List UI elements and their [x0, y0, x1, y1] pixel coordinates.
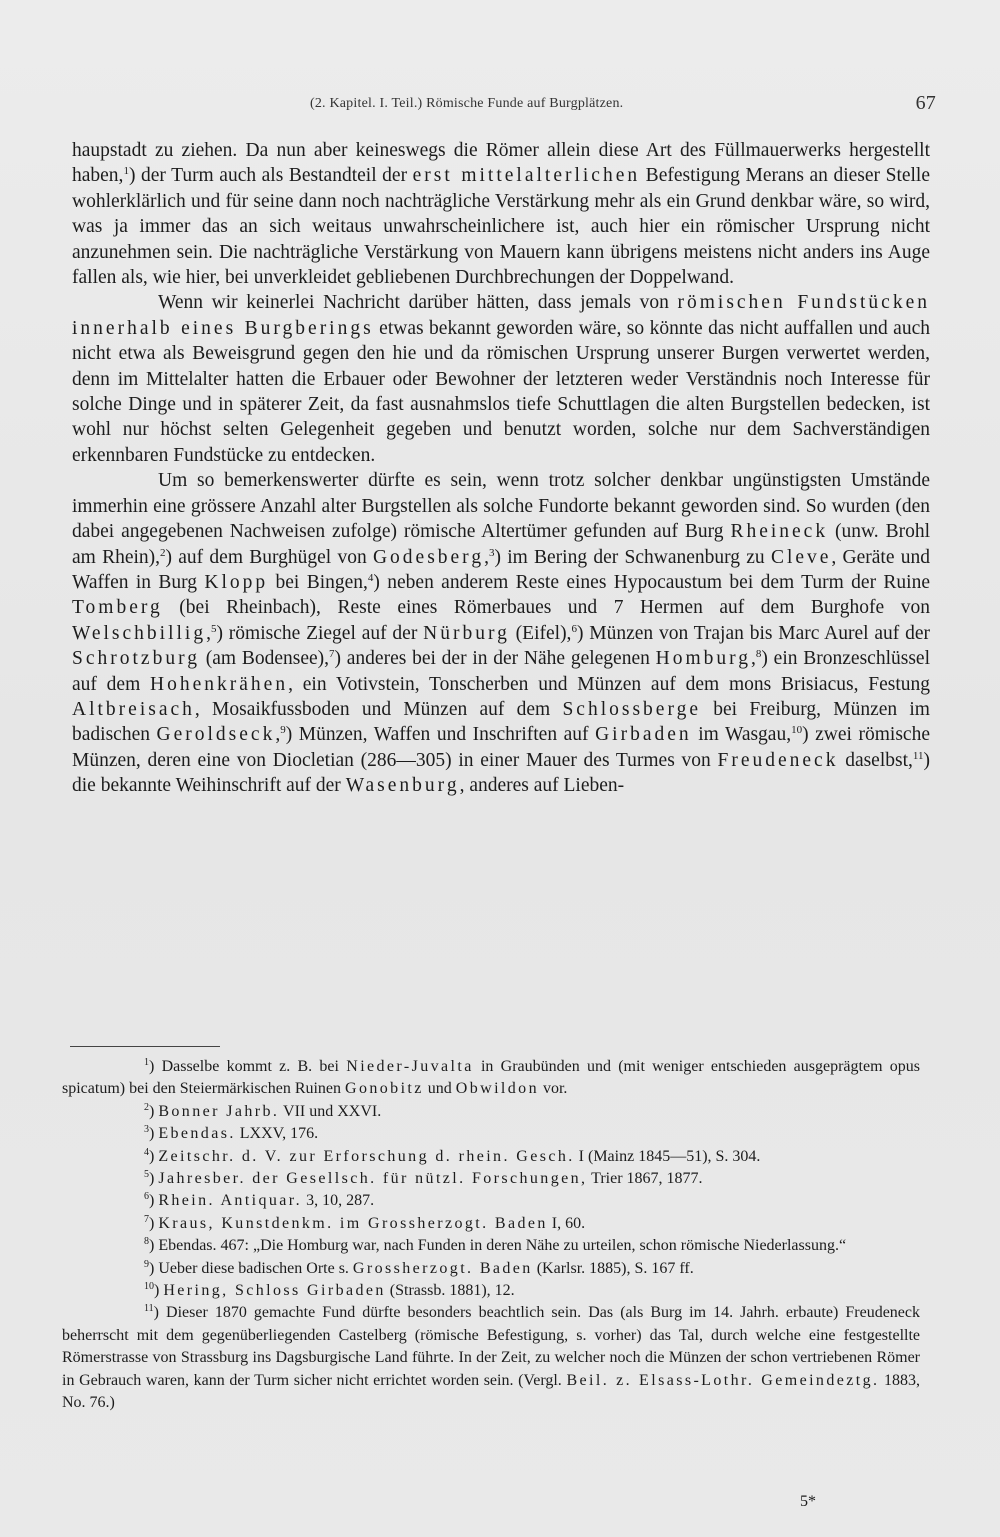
footnote-ref: 1 — [123, 165, 129, 178]
paragraph — [72, 138, 930, 290]
footnote-ref: 5 — [144, 1169, 149, 1181]
spaced-emphasis: Tomberg — [72, 597, 163, 619]
spaced-emphasis: Girbaden — [595, 724, 692, 746]
text-run: Trier 1867, 1877. — [587, 1170, 703, 1188]
spaced-emphasis: Schlossberge — [562, 698, 701, 720]
footnote-ref: 4 — [367, 571, 374, 584]
footnote — [62, 1302, 920, 1414]
text-run: ) Dasselbe kommt z. B. bei — [149, 1058, 347, 1075]
footnote-ref: 9 — [144, 1258, 149, 1270]
text-run: im Wasgau, — [691, 724, 792, 746]
text-run: ) der Turm auch als Bestandteil der — [128, 165, 413, 187]
running-header — [310, 92, 950, 116]
footnote-ref: 1 — [144, 1057, 149, 1068]
text-run: VII und XXVI. — [279, 1102, 382, 1120]
footnote — [62, 1235, 920, 1257]
spaced-emphasis: Wasenburg — [345, 775, 460, 797]
text-run: ) zwei römische Münzen, deren eine von Diocletian (286—305) in einer Mauer des Turmes von — [72, 724, 930, 771]
text-run: (Eifel), — [509, 622, 572, 644]
text-run: I (Mainz 1845—51), S. 304. — [574, 1147, 761, 1165]
text-run: (Strassb. 1881), 12. — [385, 1282, 515, 1300]
text-run: , — [484, 546, 489, 568]
text-run: I, 60. — [547, 1214, 586, 1232]
text-run: (unw. Brohl am Rhein), — [72, 521, 931, 568]
footnote-ref: 3 — [488, 546, 495, 559]
text-run: ) Ebendas. 467: „Die Homburg war, nach Funden in deren Nähe zu urteilen, schon römische Niederlassung.“ — [149, 1237, 847, 1255]
footnote-ref: 8 — [144, 1236, 149, 1248]
spaced-emphasis: Ebendas. — [158, 1125, 236, 1143]
spaced-emphasis: Freudeneck — [717, 749, 839, 771]
page-number: 67 — [915, 92, 936, 114]
footnote-ref: 5 — [210, 622, 217, 635]
spaced-emphasis: erst mittelalterlichen — [412, 165, 641, 187]
text-run: LXXV, 176. — [235, 1125, 319, 1143]
footnotes — [62, 1056, 920, 1415]
spaced-emphasis: Rheineck — [730, 521, 829, 543]
text-run: ) ein Bronzeschlüssel auf dem — [72, 648, 930, 695]
spaced-emphasis: Rhein. Antiquar. — [158, 1192, 303, 1210]
footnote-ref: 7 — [329, 648, 335, 661]
spaced-emphasis: Schrotzburg — [72, 648, 200, 670]
footnote-ref: 10 — [791, 724, 803, 737]
footnote-ref: 3 — [144, 1124, 149, 1136]
spaced-emphasis: Klopp — [204, 571, 269, 593]
text-run: ) — [149, 1125, 159, 1143]
footnote — [62, 1101, 920, 1123]
footnote-ref: 10 — [144, 1281, 154, 1293]
footnote-ref: 4 — [144, 1146, 149, 1158]
paragraph — [72, 468, 930, 798]
spaced-emphasis: Obwildon — [455, 1080, 539, 1098]
footnote-ref: 6 — [571, 622, 577, 635]
footnote-ref: 2 — [144, 1101, 149, 1113]
footnote-ref: 7 — [144, 1213, 149, 1225]
text-run: ) neben anderem Reste eines Hypocaustum bei dem Turm der Ruine — [373, 571, 931, 593]
spaced-emphasis: Grossherzogt. Baden — [352, 1259, 533, 1277]
text-run: bei Freiburg, Münzen im badischen — [72, 698, 930, 746]
footnote — [62, 1258, 920, 1280]
text-run: , — [751, 648, 756, 670]
text-run: ) auf dem Burghügel von — [165, 546, 373, 568]
footnote-ref: 11 — [144, 1303, 154, 1315]
text-run: (bei Rheinbach), Reste eines Römerbaues und 7 Hermen auf dem Burghofe von — [162, 597, 930, 619]
text-run: ) anderes bei der in der Nähe gelegenen — [334, 648, 656, 670]
text-run: bei Bingen, — [268, 571, 368, 593]
spaced-emphasis: Cleve — [770, 546, 832, 568]
spaced-emphasis: Homburg — [655, 648, 752, 670]
text-run: etwas bekannt geworden wäre, so könnte das nicht auffallen und auch nicht etwa als Beweisgrund gegen den hie und da römischen Ursprung unserer Burgen verwertet werden, denn im Mittelalter hatten die Erbauer oder Bewohner der letzteren weder Verständnis noch Interesse für solche Dinge und in späterer Zeit, da fast ausnahmslos tiefe Schuttlagen die alten Burgstellen bedecken, ist wohl nur höchst selten Gelegenheit gegeben und benutzt worden, solche nur dem Sachverständigen erkennbaren Fundstücke zu entdecken. — [72, 317, 930, 466]
text-run: haupstadt zu ziehen. Da nun aber keineswegs die Römer allein diese Art des Füllmauerwerks hergestellt haben, — [72, 140, 930, 187]
text-run: daselbst, — [838, 749, 913, 771]
footnote — [62, 1056, 920, 1101]
spaced-emphasis: Altbreisach — [72, 698, 195, 720]
text-run: ) im Bering der Schwanenburg zu — [494, 546, 771, 568]
footnote-ref: 11 — [912, 749, 924, 762]
text-run: ) Münzen von Trajan bis Marc Aurel auf der — [576, 622, 930, 644]
text-run: ) Münzen, Waffen und Inschriften auf — [285, 724, 596, 746]
text-run: und — [423, 1080, 456, 1098]
spaced-emphasis: Hohenkrähen — [150, 673, 289, 695]
text-run: ) die bekannte Weihinschrift auf der — [72, 749, 930, 797]
text-run: Um so bemerkenswerter dürfte es sein, wenn trotz solcher denkbar ungünstigsten Umstände immerhin eine grössere Anzahl alter Burgstellen als solche Fundorte bekannt geworden sind. So wurden (den dabei angegebenen Nachweisen zufolge) römische Altertümer gefunden auf Burg — [72, 470, 930, 543]
text-run: , Mosaikfussboden und Münzen auf dem — [194, 698, 563, 720]
text-run: 1883, No. 76.) — [62, 1371, 921, 1412]
spaced-emphasis: Bonner Jahrb. — [158, 1102, 280, 1120]
text-run: ) — [154, 1282, 164, 1300]
text-run: ) römische Ziegel auf der — [216, 622, 424, 644]
footnote-ref: 2 — [160, 546, 166, 559]
footnote — [62, 1280, 920, 1302]
footnote-ref: 8 — [755, 648, 762, 661]
spaced-emphasis: Nieder-Juvalta — [346, 1058, 474, 1075]
text-run: ) — [149, 1102, 159, 1120]
spaced-emphasis: Gonobitz — [345, 1080, 424, 1098]
text-run: , anderes auf Lieben- — [459, 775, 625, 797]
text-run: vor. — [538, 1080, 568, 1098]
spaced-emphasis: Nürburg — [423, 622, 510, 644]
text-run: in Graubünden und (mit weniger entschieden ausgeprägtem opus spicatum) bei den Steiermärkischen Ruinen — [62, 1058, 921, 1098]
text-run: , — [275, 724, 281, 746]
text-run: (am Bodensee), — [199, 648, 329, 670]
spaced-emphasis: Hering, Schloss Girbaden — [163, 1282, 386, 1300]
spaced-emphasis: römischen Fundstücken innerhalb eines Burgberings — [72, 292, 930, 339]
footnote — [62, 1190, 920, 1212]
text-run: , — [206, 622, 211, 644]
text-run: ) — [149, 1170, 159, 1188]
text-run: , Geräte und Waffen in Burg — [72, 546, 930, 593]
footnote — [62, 1123, 920, 1145]
text-run: 3, 10, 287. — [302, 1192, 375, 1210]
text-run: ) Ueber diese badischen Orte s. — [149, 1259, 353, 1277]
spaced-emphasis: Kraus, Kunstdenkm. im Grossherzogt. Baden — [158, 1214, 548, 1232]
body-text — [72, 138, 930, 799]
footnote — [62, 1146, 920, 1168]
footnote-ref: 6 — [144, 1191, 149, 1203]
text-run: ) Dieser 1870 gemachte Fund dürfte besonders beachtlich sein. Das (als Burg im 14. Jahrh. erbaute) Freudeneck beherrscht mit dem gegenüberliegenden Castelberg (römische Befestigung, s. vorher) das Tal, durch welche eine festgestellte Römerstrasse von Strassburg ins Dagsburgische Land führte. In der Zeit, zu welcher noch die Münzen der schon vertriebenen Römer in Gebrauch waren, kann der Turm sicher nicht errichtet worden sein. (Vergl. — [62, 1304, 920, 1389]
text-run: Befestigung Merans an dieser Stelle wohlerklärlich und für seine dann noch nachträgliche Verstärkung mehr als ein Grund denkbar wäre, so wird, was ja immer das an sich weitaus unwahrscheinlichere ist, auch hier ein römischer Ursprung nicht anzunehmen sein. Die nachträgliche Verstärkung von Mauern kann übrigens meistens nicht anders ins Auge fallen als, wie hier, bei unverkleidet gebliebenen Durchbrechungen der Doppelwand. — [72, 165, 931, 289]
text-run: , ein Votivstein, Tonscherben und Münzen auf dem mons Brisiacus, Festung — [288, 673, 930, 695]
footnote-rule — [70, 1046, 220, 1047]
text-run: (Karlsr. 1885), S. 167 ff. — [532, 1259, 694, 1277]
footnote — [62, 1168, 920, 1190]
spaced-emphasis: Geroldseck — [156, 724, 276, 746]
text-run: ) — [149, 1192, 159, 1210]
footnote — [62, 1213, 920, 1235]
text-run: ) — [149, 1147, 159, 1165]
signature-mark: 5* — [800, 1493, 816, 1510]
paragraph — [72, 290, 930, 468]
spaced-emphasis: Welschbillig — [72, 622, 207, 644]
text-run: Wenn wir keinerlei Nachricht darüber hätten, dass jemals von — [158, 292, 678, 314]
spaced-emphasis: Godesberg — [372, 546, 485, 568]
text-run: ) — [149, 1214, 159, 1232]
footnote-ref: 9 — [280, 724, 286, 737]
spaced-emphasis: Jahresber. der Gesellsch. für nützl. Forschungen, — [158, 1170, 588, 1188]
header-title: (2. Kapitel. I. Teil.) Römische Funde auf Burgplätzen. — [310, 96, 624, 111]
spaced-emphasis: Zeitschr. d. V. zur Erforschung d. rhein. Gesch. — [158, 1147, 575, 1165]
spaced-emphasis: Beil. z. Elsass-Lothr. Gemeindeztg. — [566, 1371, 880, 1389]
